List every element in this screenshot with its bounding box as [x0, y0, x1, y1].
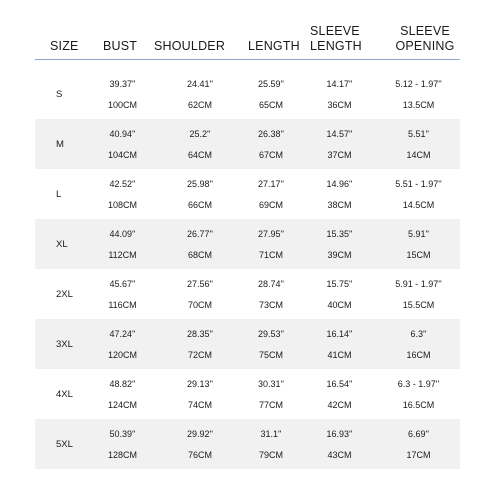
header-sleeve-length	[270, 20, 362, 59]
length-cm: 67CM	[258, 149, 283, 160]
header-size: SIZE	[50, 39, 79, 53]
sleeve-length-cell	[302, 119, 377, 169]
sleeve-opening-cell	[377, 269, 460, 319]
length-inches: 26.38''	[258, 128, 284, 139]
size-cell: 4XL	[56, 388, 73, 400]
shoulder-cm: 74CM	[187, 399, 212, 410]
bust-cell	[85, 169, 160, 219]
length-cell	[240, 119, 302, 169]
length-inches: 25.59''	[258, 78, 284, 89]
length-inches: 30.31''	[258, 378, 284, 389]
length-cm: 79CM	[258, 449, 283, 460]
bust-inches: 48.82''	[109, 378, 136, 389]
sleeve-opening-inches: 5.91''	[408, 228, 429, 239]
sleeve-length-inches: 15.75''	[326, 278, 353, 289]
bust-cell	[85, 119, 160, 169]
length-cm: 75CM	[258, 349, 283, 360]
table-row	[35, 169, 460, 219]
sleeve-opening-cm: 16CM	[406, 349, 431, 360]
header-length: LENGTH	[248, 39, 300, 53]
sleeve-opening-inches: 5.51''	[408, 128, 429, 139]
sleeve-opening-cm: 15CM	[406, 249, 431, 260]
sleeve-opening-cm: 14CM	[406, 149, 431, 160]
shoulder-cm: 62CM	[187, 99, 212, 110]
shoulder-cell	[160, 119, 240, 169]
length-inches: 27.95''	[258, 228, 284, 239]
sleeve-length-inches: 14.57''	[326, 128, 353, 139]
sleeve-length-inches: 16.54''	[326, 378, 353, 389]
length-cm: 71CM	[258, 249, 283, 260]
bust-inches: 44.09''	[109, 228, 136, 239]
table-body	[35, 69, 460, 469]
size-cell: 3XL	[56, 338, 73, 350]
header-sleeve-opening	[345, 20, 460, 59]
length-cell	[240, 419, 302, 469]
size-cell: M	[56, 138, 64, 150]
sleeve-length-cm: 38CM	[327, 199, 352, 210]
bust-inches: 47.24''	[109, 328, 136, 339]
table-row	[35, 269, 460, 319]
bust-cell	[85, 69, 160, 119]
sleeve-length-cm: 41CM	[327, 349, 352, 360]
length-cm: 77CM	[258, 399, 283, 410]
sleeve-length-cell	[302, 319, 377, 369]
sleeve-opening-cell	[377, 319, 460, 369]
sleeve-opening-cell	[377, 169, 460, 219]
bust-cm: 104CM	[107, 149, 137, 160]
size-cell: 5XL	[56, 438, 73, 450]
header-shoulder: SHOULDER	[154, 39, 226, 53]
bust-cell	[85, 419, 160, 469]
sleeve-opening-inches: 6.69''	[408, 428, 429, 439]
bust-cell	[85, 219, 160, 269]
shoulder-cm: 72CM	[187, 349, 212, 360]
sleeve-length-inches: 16.14''	[326, 328, 353, 339]
sleeve-length-cell	[302, 219, 377, 269]
shoulder-inches: 29.13''	[187, 378, 213, 389]
bust-inches: 50.39''	[109, 428, 136, 439]
length-inches: 31.1''	[260, 428, 282, 439]
sleeve-opening-cell	[377, 219, 460, 269]
length-cm: 65CM	[258, 99, 283, 110]
length-inches: 29.53''	[258, 328, 284, 339]
sleeve-length-cm: 39CM	[327, 249, 352, 260]
sleeve-length-cell	[302, 419, 377, 469]
sleeve-length-inches: 16.93''	[326, 428, 353, 439]
sleeve-opening-cm: 14.5CM	[402, 199, 435, 210]
shoulder-inches: 27.56''	[187, 278, 213, 289]
shoulder-inches: 29.92''	[187, 428, 213, 439]
length-inches: 28.74''	[258, 278, 284, 289]
shoulder-inches: 25.98''	[187, 178, 213, 189]
length-cell	[240, 269, 302, 319]
bust-cm: 120CM	[107, 349, 137, 360]
shoulder-cm: 68CM	[187, 249, 212, 260]
bust-cell	[85, 369, 160, 419]
shoulder-cm: 64CM	[187, 149, 212, 160]
table-row	[35, 319, 460, 369]
length-cell	[240, 319, 302, 369]
header-sleeve-opening-line1: SLEEVE	[400, 24, 450, 38]
shoulder-cell	[160, 369, 240, 419]
sleeve-opening-cell	[377, 69, 460, 119]
sleeve-length-cm: 37CM	[327, 149, 352, 160]
shoulder-cell	[160, 269, 240, 319]
sleeve-length-cm: 43CM	[327, 449, 352, 460]
sleeve-opening-cm: 15.5CM	[402, 299, 435, 310]
bust-inches: 45.67''	[109, 278, 136, 289]
shoulder-cell	[160, 419, 240, 469]
bust-cm: 112CM	[108, 249, 137, 260]
sleeve-opening-inches: 5.51 - 1.97''	[395, 178, 442, 189]
shoulder-inches: 26.77''	[187, 228, 213, 239]
bust-cell	[85, 269, 160, 319]
sleeve-opening-inches: 5.91 - 1.97''	[395, 278, 442, 289]
table-row	[35, 219, 460, 269]
table-header	[35, 20, 460, 60]
shoulder-cell	[160, 169, 240, 219]
shoulder-inches: 24.41''	[187, 78, 213, 89]
sleeve-opening-cm: 16.5CM	[402, 399, 435, 410]
table-row	[35, 119, 460, 169]
shoulder-inches: 25.2''	[189, 128, 211, 139]
sleeve-opening-cell	[377, 119, 460, 169]
sleeve-opening-cm: 17CM	[406, 449, 431, 460]
length-cm: 69CM	[258, 199, 283, 210]
bust-cm: 108CM	[107, 199, 137, 210]
sleeve-length-cell	[302, 169, 377, 219]
shoulder-cell	[160, 319, 240, 369]
header-sleeve-length-line2: LENGTH	[310, 39, 362, 53]
length-cell	[240, 69, 302, 119]
shoulder-inches: 28.35''	[187, 328, 213, 339]
sleeve-length-cell	[302, 369, 377, 419]
length-inches: 27.17''	[258, 178, 284, 189]
sleeve-opening-inches: 6.3''	[410, 328, 427, 339]
sleeve-length-cell	[302, 269, 377, 319]
length-cell	[240, 169, 302, 219]
sleeve-opening-cell	[377, 419, 460, 469]
shoulder-cm: 66CM	[187, 199, 212, 210]
size-chart-table	[35, 20, 460, 469]
bust-cell	[85, 319, 160, 369]
sleeve-length-cell	[302, 69, 377, 119]
shoulder-cm: 70CM	[187, 299, 212, 310]
sleeve-opening-inches: 6.3 - 1.97''	[397, 378, 440, 389]
table-row	[35, 419, 460, 469]
bust-cm: 124CM	[107, 399, 137, 410]
sleeve-opening-inches: 5.12 - 1.97''	[395, 78, 442, 89]
bust-inches: 42.52''	[109, 178, 136, 189]
sleeve-opening-cm: 13.5CM	[402, 99, 435, 110]
table-row	[35, 69, 460, 119]
table-row	[35, 369, 460, 419]
size-cell: XL	[56, 238, 68, 250]
sleeve-length-inches: 14.17''	[326, 78, 353, 89]
size-cell: 2XL	[56, 288, 73, 300]
shoulder-cell	[160, 69, 240, 119]
sleeve-opening-cell	[377, 369, 460, 419]
sleeve-length-cm: 42CM	[327, 399, 352, 410]
sleeve-length-cm: 40CM	[327, 299, 352, 310]
length-cell	[240, 219, 302, 269]
bust-inches: 39.37''	[109, 78, 136, 89]
size-cell: L	[56, 188, 62, 200]
header-sleeve-opening-line2: OPENING	[395, 39, 455, 53]
sleeve-length-inches: 14.96''	[326, 178, 353, 189]
bust-inches: 40.94''	[109, 128, 136, 139]
length-cell	[240, 369, 302, 419]
sleeve-length-cm: 36CM	[327, 99, 352, 110]
length-cm: 73CM	[258, 299, 283, 310]
header-sleeve-length-line1: SLEEVE	[310, 24, 360, 38]
shoulder-cell	[160, 219, 240, 269]
sleeve-length-inches: 15.35''	[326, 228, 353, 239]
size-cell: S	[56, 88, 63, 100]
shoulder-cm: 76CM	[187, 449, 212, 460]
bust-cm: 100CM	[107, 99, 137, 110]
header-bust: BUST	[103, 39, 138, 53]
bust-cm: 116CM	[108, 299, 137, 310]
bust-cm: 128CM	[107, 449, 137, 460]
